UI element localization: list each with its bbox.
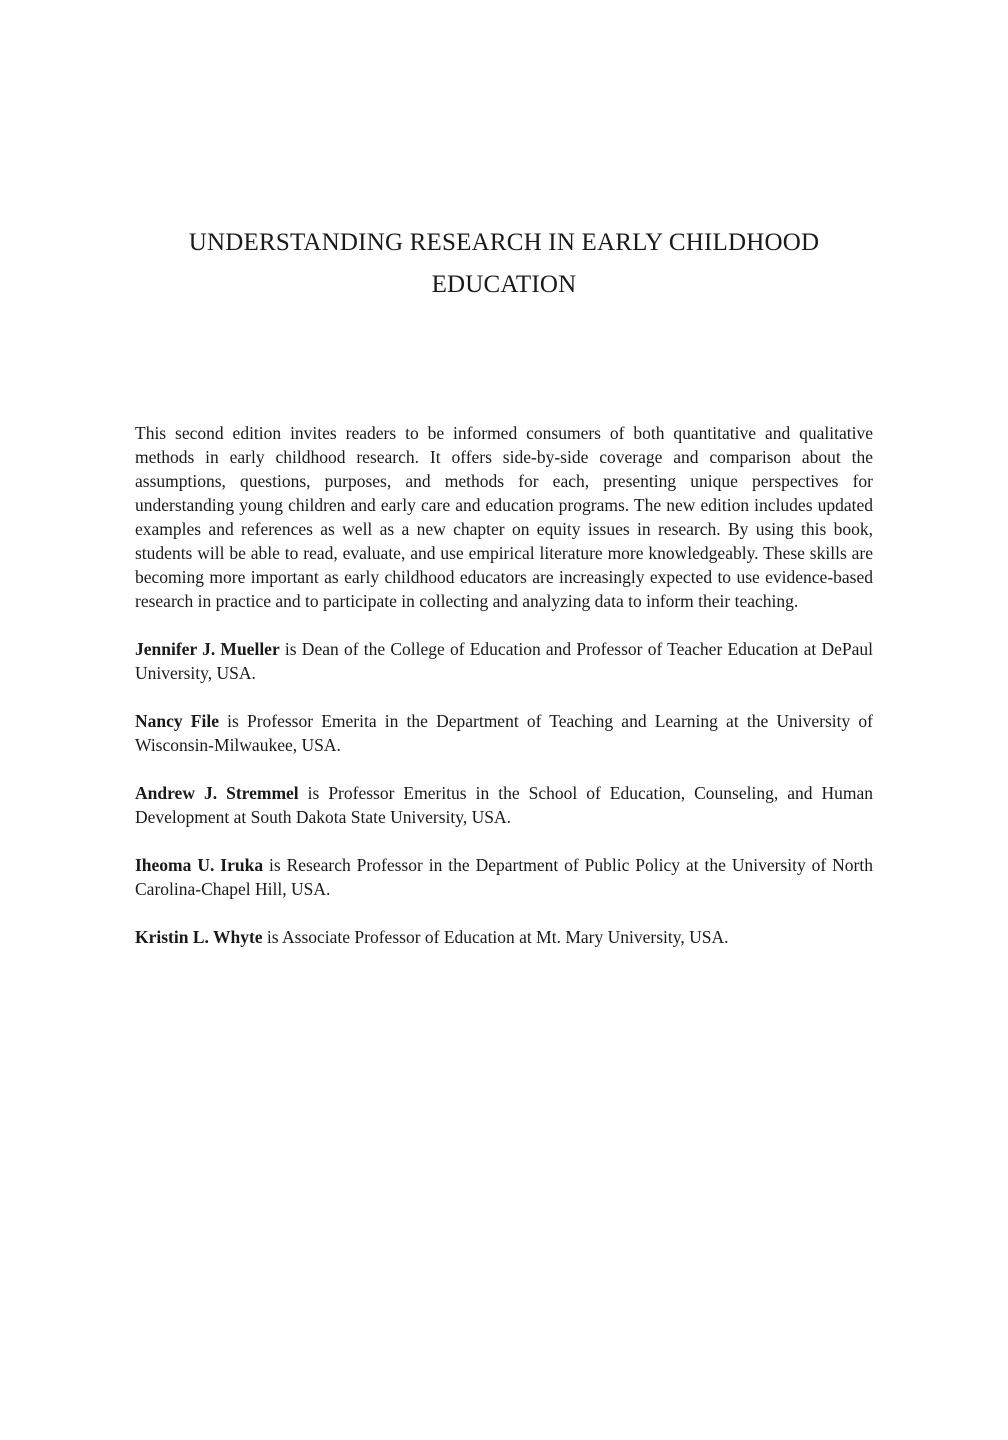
author-name-5: Kristin L. Whyte (135, 927, 263, 947)
author-name-1: Jennifer J. Mueller (135, 639, 280, 659)
book-title-line-1: UNDERSTANDING RESEARCH IN EARLY CHILDHOOD (188, 229, 820, 256)
author-bio-text-4: is Research Professor in the Department of Public Policy at the University of North Carolina-Chapel Hill, USA. (135, 855, 873, 899)
author-bio-text-3: is Professor Emeritus in the School of Education, Counseling, and Human Development at South Dakota State University, USA. (135, 783, 873, 827)
author-bio-1 (135, 637, 873, 685)
author-bio-text-2: is Professor Emerita in the Department of Teaching and Learning at the University of Wisconsin-Milwaukee, USA. (135, 711, 873, 755)
author-bio-5 (135, 925, 873, 949)
author-bio-text-1: is Dean of the College of Education and Professor of Teacher Education at DePaul University, USA. (135, 639, 873, 683)
author-bio-3 (135, 781, 873, 829)
author-name-2: Nancy File (135, 711, 219, 731)
author-bio-text-5: is Associate Professor of Education at Mt. Mary University, USA. (262, 927, 729, 947)
book-title (100, 222, 908, 306)
author-name-4: Iheoma U. Iruka (135, 855, 264, 875)
book-description: This second edition invites readers to be informed consumers of both quantitative and qualitative methods in early childhood research. It offers side-by-side coverage and comparison about the assumptions, questions, purposes, and methods for each, presenting unique perspectives for understanding young children and early care and education programs. The new edition includes updated examples and references as well as a new chapter on equity issues in research. By using this book, students will be able to read, evaluate, and use empirical literature more knowledgeably. These skills are becoming more important as early childhood educators are increasingly expected to use evidence-based research in practice and to participate in collecting and analyzing data to inform their teaching. (135, 423, 873, 611)
page-content (135, 421, 873, 973)
author-bio-4 (135, 853, 873, 901)
author-bio-2 (135, 709, 873, 757)
author-name-3: Andrew J. Stremmel (135, 783, 299, 803)
book-title-line-2: EDUCATION (431, 271, 577, 298)
